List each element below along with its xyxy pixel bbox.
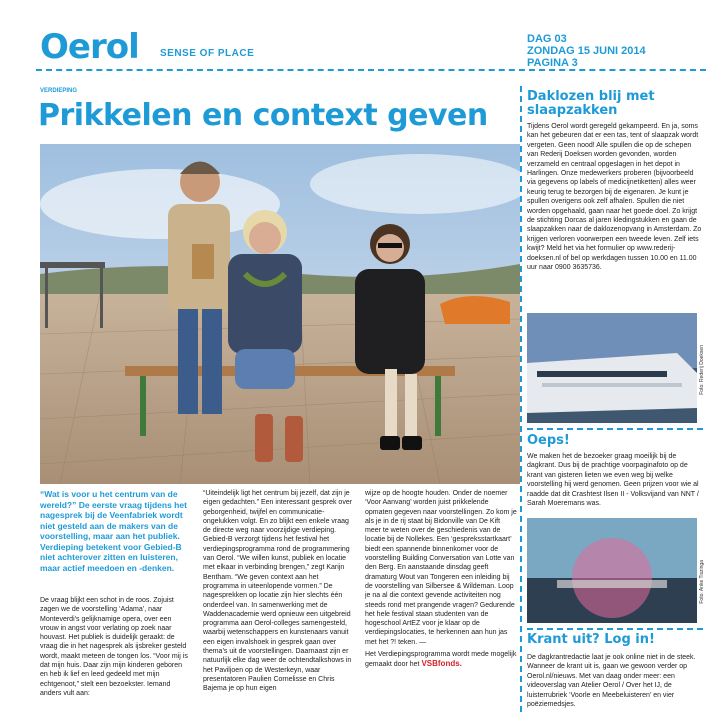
column-2-text: “Uiteindelijk ligt het centrum bij jezelf, dat zijn je eigen gedachten.” Een interessant gesprek over geborgenheid, twijfel en communicatie-ongelukken volgt. En zo blijkt een enkele vraag de directe weg naar voorzijdige verdieping. Gebied-B verzorgt tijdens het festival het verdiepingsprogramma rond de programmering van Oerol. “We willen kunst, publiek en locatie met elkaar in verbinding brengen,” zegt Karijn Bentham. “We geven context aan het programma in uiteenlopende vormen.” De nagesprekken op locatie zijn hier slechts één onderdeel van. In samenwerking met de Waddenacademie werd opnieuw een uitgebreid programma aan Oerol-colleges samengesteld, waarbij wetenschappers en kunstenaars vanuit een eigen invalshoek in gesprek gaan over thema’s uit de voorstellingen. Daarnaast zijn er natuurlijk elke dag weer de ochtendtalkshows in het Paviljoen op de Westerkeyn, waar presentatoren Paulien Cornelisse en Chris Bajema je op hun eigen [203, 490, 353, 693]
page-title: Prikkelen en context geven [38, 98, 488, 133]
date-label: ZONDAG 15 JUNI 2014 [527, 45, 646, 57]
column-1-text: De vraag blijkt een schot in de roos. Zojuist zagen we de voorstelling ‘Adama’, naar Monteverdi’s gelijknamige opera, over een vrouw in angst voor verlating op zoek naar houvast. Het publiek is duidelijk geraakt: de vraag die in het nagesprek als ijsbreker gesteld wordt, maakt meteen de tongen los. “Voor mij is dat mijn huis. Daar zijn mijn kinderen geboren en heb ik lief en leed gedeeld met mijn echtgenoot,” stelt een bezoekster. Iemand anders vult aan: [40, 597, 188, 697]
day-label: DAG 03 [527, 33, 567, 45]
sidebar-photo-crashtest [527, 518, 697, 623]
article-column-2 [203, 489, 355, 694]
column-3-footer [365, 650, 517, 670]
sidebar-title-krant: Krant uit? Log in! [527, 632, 655, 647]
column-3-text: wijze op de hoogte houden. Onder de noemer ‘Voor Aanvang’ worden juist prikkelende opmaten gegeven naar voorstellingen. Zo kom je als je in de rij staat bij Bidonville van De Kift meer te weten over de geschiedenis van de locatie bij de Nollekes. Een ‘gespreksstartkaart’ biedt een spannende binnenkomer voor de voorstelling Building Conversation van Lotte van den Berg. En aanstaande dinsdag geeft dramaturg Wout van Tongeren een inleiding bij de voorstelling van Silbersee & Wildeman. Loop je na al die context gevende activiteiten nog steeds rond met prangende vragen? Gedurende het hele festival staan studenten van de hogeschool ArtEZ voor je klaar op de verdiepingslocaties, te herkennen aan hun jas met het ?! teken. — [365, 490, 517, 646]
article-lead: “Wat is voor u het centrum van de wereld?” De eerste vraag tijdens het nagesprek bij de Veenfabriek wordt niet gesteld aan de makers van de voorstelling, maar aan het publiek. Verdieping betekent voor Gebied-B niet achterover zitten en luisteren, maar actief meedoen en -denken. [40, 489, 187, 573]
masthead [0, 0, 719, 78]
main-photo [40, 144, 520, 484]
sidebar-title-daklozen: Daklozen blij met slaapzakken [527, 89, 655, 118]
sidebar-body-krant: De dagkrantredactie laat je ook online niet in de steek. Wanneer de krant uit is, gaan we gewoon verder op Oerol.nl/nieuws. Met van daag onder meer: een videoverslag van Atelier Oerol / Over het IJ, de luisterrubriek ‘Voorle en Meebeluisteren’ en vier poëziemedsjes. [527, 654, 696, 709]
sidebar-photo-ship [527, 313, 697, 423]
sidebar-photo-1-credit: Foto: Rederij Doeksen [699, 345, 705, 395]
column-divider [520, 86, 522, 712]
vsb-sponsor-logo: VSBfonds. [421, 659, 462, 669]
oerol-logo: Oerol [40, 27, 139, 67]
section-kicker: VERDIEPING [40, 88, 78, 94]
sidebar-body-oeps: We maken het de bezoeker graag moeilijk bij de dagkrant. Dus bij de prachtige voorpaginafoto op de krant van gisteren lieten we even weg bij welke voorstelling hij werd genomen. Geen prijzen voor wie al raadde dat dit Crashtest Ilsen II - Volksvijand van NNT / Sarah Moeremans was. [527, 453, 699, 508]
sidebar-photo-2-credit: Foto: Anke Tiszinga [699, 560, 705, 604]
tagline: SENSE OF PLACE [160, 48, 255, 59]
page-label: PAGINA 3 [527, 57, 578, 69]
sidebar-dash-rule-1 [527, 428, 703, 430]
article-column-1 [40, 596, 190, 698]
article-column-3 [365, 489, 517, 670]
sidebar-title-oeps: Oeps! [527, 433, 570, 448]
dateline [527, 33, 646, 69]
sponsor-line: Het Verdiepingsprogramma wordt mede mogelijk gemaakt door het [365, 651, 517, 669]
sidebar-body-daklozen: Tijdens Oerol wordt geregeld gekampeerd. En ja, soms kan het gebeuren dat er een tas, tent of slaapzak wordt vergeten. Geen nood! Alle spullen die op de schepen van Rederij Doeksen worden gevonden, worden verzameld en centraal opgeslagen in het depot in Harlingen. Onze medewerkers proberen (bijvoorbeeld via gegevens op labels of medicijnetiketten) alles weer keurig terug te bezorgen bij de eigenaren. Je kunt je spullen overigens ook zelf afhalen. Spullen die niet worden opgehaald, gaan naar het goede doel. Zo krijgt de stichting Dorcas al jaren kledingstukken en gaan de slaapzakken naar de daklozenopvang in Amsterdam. Zo krijgen verloren voorwerpen een tweede leven. Zelf iets kwijt? Meld het via het formulier op www.rederij-doeksen.nl of bel op werkdagen tussen 10.00 en 11.00 uur naar 0900 3635736. [527, 123, 702, 272]
top-dash-rule [36, 69, 706, 71]
sidebar-dash-rule-2 [527, 628, 703, 630]
